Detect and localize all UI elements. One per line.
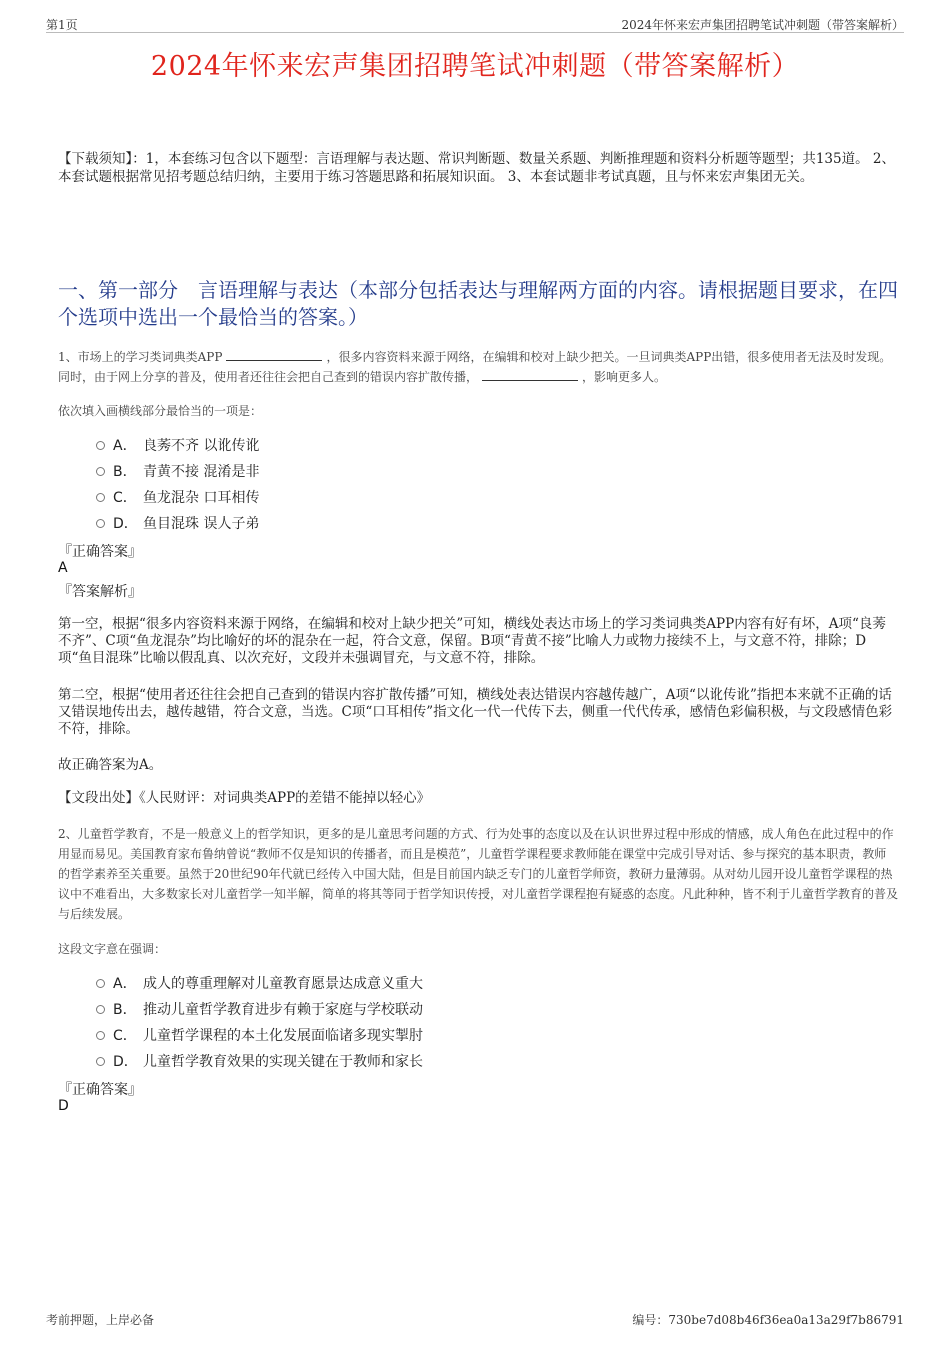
option-key: A．: [113, 976, 137, 992]
radio-icon[interactable]: [96, 1057, 105, 1066]
download-notice: 【下载须知】：1，本套练习包含以下题型：言语理解与表达题、常识判断题、数量关系题、判断推理题和资料分析题等题型；共135道。 2、本套试题根据常见招考题总结归纳，主要用于练习答题思路和拓展知识面。 3、本套试题非考试真题，且与怀来宏声集团无关。: [58, 151, 895, 185]
analysis-paragraph-2: 第二空，根据“使用者还往往会把自己查到的错误内容扩散传播”可知，横线处表达错误内容越传越广，A项“以讹传讹”指把本来就不正确的话又错误地传出去，越传越错，符合文意，当选。C项“口耳相传”指文化一代一代传下去，侧重一代代传承，感情色彩偏积极，与文段感情色彩不符，排除。: [58, 687, 893, 737]
option-b[interactable]: [96, 458, 259, 484]
option-d[interactable]: [96, 510, 259, 536]
page-header: [46, 14, 904, 33]
answer-blank-2: [482, 368, 578, 381]
option-text: 青黄不接 混淆是非: [143, 464, 260, 480]
page-title: 2024年怀来宏声集团招聘笔试冲刺题（带答案解析）: [150, 51, 800, 82]
radio-icon[interactable]: [96, 979, 105, 988]
option-key: B．: [113, 1002, 137, 1018]
option-a[interactable]: [96, 432, 259, 458]
option-d[interactable]: [96, 1048, 423, 1074]
option-text: 成人的尊重理解对儿童教育愿景达成意义重大: [143, 976, 423, 992]
radio-icon[interactable]: [96, 1005, 105, 1014]
option-text: 儿童哲学教育效果的实现关键在于教师和家长: [143, 1054, 423, 1070]
question-2-prompt: 这段文字意在强调：: [58, 942, 167, 956]
question-1-part-a: 1、市场上的学习类词典类APP: [58, 350, 223, 364]
correct-answer-label: 『正确答案』: [58, 1082, 142, 1098]
question-2-text: 2、儿童哲学教育，不是一般意义上的哲学知识，更多的是儿童思考问题的方式、行为处事的态度以及在认识世界过程中形成的情感，成人角色在此过程中的作用显而易见。美国教育家布鲁纳曾说“教师不仅是知识的传播者，而且是模范”，儿童哲学课程要求教师能在课堂中完成引导对话、参与探究的基本职责，教师的哲学素养至关重要。虽然于20世纪90年代就已经传入中国大陆，但是目前国内缺乏专门的儿童哲学师资，教研力量薄弱。从对幼儿园开设儿童哲学课程的热议中不难看出，大多数家长对儿童哲学一知半解，简单的将其等同于哲学知识传授，对儿童哲学课程抱有疑惑的态度。凡此种种，皆不利于儿童哲学教育的普及与后续发展。: [58, 827, 899, 921]
radio-icon[interactable]: [96, 519, 105, 528]
radio-icon[interactable]: [96, 1031, 105, 1040]
footer-slogan: 考前押题，上岸必备: [46, 1313, 155, 1327]
radio-icon[interactable]: [96, 493, 105, 502]
option-text: 鱼龙混杂 口耳相传: [143, 490, 260, 506]
page-number: 第1页: [46, 18, 78, 32]
option-text: 鱼目混珠 误人子弟: [143, 516, 260, 532]
question-1-text: [58, 347, 898, 387]
analysis-conclusion: 故正确答案为A。: [58, 757, 163, 773]
option-key: B．: [113, 464, 137, 480]
radio-icon[interactable]: [96, 467, 105, 476]
source-citation: 【文段出处】《人民财评：对词典类APP的差错不能掉以轻心》: [58, 790, 431, 806]
question-2-options: [96, 970, 423, 1074]
option-key: D．: [113, 1054, 138, 1070]
correct-answer: A: [58, 560, 68, 576]
option-text: 良莠不齐 以讹传讹: [143, 438, 260, 454]
analysis-label: 『答案解析』: [58, 584, 142, 600]
option-text: 推动儿童哲学教育进步有赖于家庭与学校联动: [143, 1002, 423, 1018]
question-1-part-b: ，很多内容资料来源于网络，在编辑和校对上缺少把关。一旦词典类APP出错，很多使用者无法及时发现。同时，由于网上分享的普及，使用者还往往会把自己查到的错误内容扩散传播，: [58, 350, 892, 384]
correct-answer: D: [58, 1098, 69, 1114]
option-c[interactable]: [96, 484, 259, 510]
option-a[interactable]: [96, 970, 423, 996]
analysis-paragraph-1: 第一空，根据“很多内容资料来源于网络，在编辑和校对上缺少把关”可知，横线处表达市场上的学习类词典类APP内容有好有坏，A项“良莠不齐”、C项“鱼龙混杂”均比喻好的坏的混杂在一起，符合文意，保留。B项“青黄不接”比喻人力或物力接续不上，与文意不符，排除；D项“鱼目混珠”比喻以假乱真、以次充好，文段并未强调冒充，与文意不符，排除。: [58, 616, 886, 666]
option-b[interactable]: [96, 996, 423, 1022]
footer-serial: 编号：730be7d08b46f36ea0a13a29f7b86791: [632, 1313, 904, 1327]
question-1-prompt: 依次填入画横线部分最恰当的一项是：: [58, 404, 263, 418]
radio-icon[interactable]: [96, 441, 105, 450]
section-heading: 一、第一部分 言语理解与表达（本部分包括表达与理解两方面的内容。请根据题目要求，在四个选项中选出一个最恰当的答案。）: [58, 278, 898, 329]
answer-blank-1: [226, 348, 322, 361]
option-key: A．: [113, 438, 137, 454]
option-key: C．: [113, 490, 137, 506]
option-c[interactable]: [96, 1022, 423, 1048]
option-text: 儿童哲学课程的本土化发展面临诸多现实掣肘: [143, 1028, 423, 1044]
correct-answer-label: 『正确答案』: [58, 544, 142, 560]
question-1-part-c: ，影响更多人。: [582, 370, 667, 384]
option-key: D．: [113, 516, 138, 532]
header-doc-title: 2024年怀来宏声集团招聘笔试冲刺题（带答案解析）: [621, 18, 904, 32]
option-key: C．: [113, 1028, 137, 1044]
question-1-options: [96, 432, 259, 536]
